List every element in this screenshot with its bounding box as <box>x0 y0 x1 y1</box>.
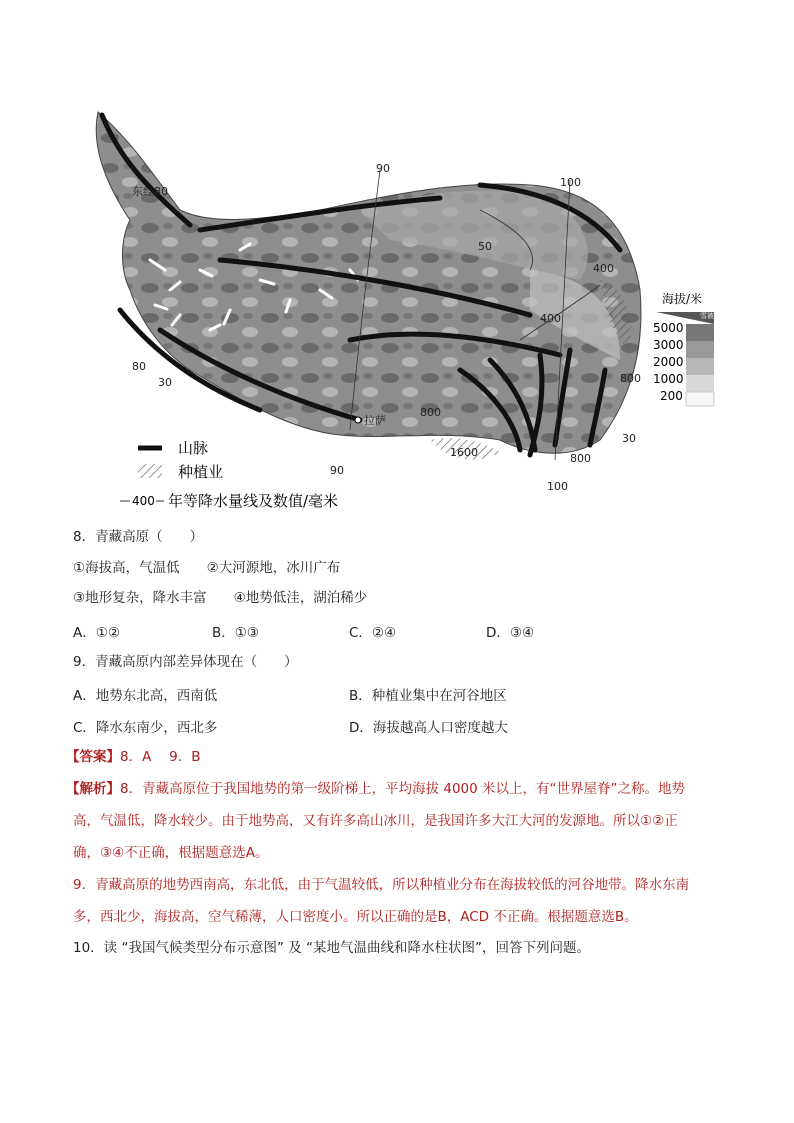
analysis-line-1 <box>66 779 685 799</box>
lhasa-dot <box>355 417 361 423</box>
label-lon90-top: 90 <box>376 162 390 175</box>
elev-5000: 5000 <box>653 321 684 335</box>
label-lon80-top: 东经80 <box>132 185 168 198</box>
analysis-p8-2: 高，气温低，降水较少。由于地势高，又有许多高山冰川，是我国许多大江大河的发源地。所以①②正 <box>73 813 678 829</box>
label-lon90-bottom: 90 <box>330 464 344 477</box>
label-iso400a: 400 <box>593 262 614 275</box>
q9-option-c[interactable]: C．降水东南少，西北多 <box>73 720 218 736</box>
label-iso800c: 800 <box>570 452 591 465</box>
legend-isoline-value: 400 <box>132 494 155 508</box>
analysis-p8-3: 确，③④不正确，根据题意选A。 <box>73 845 269 861</box>
q9-option-d[interactable]: D．海拔越高人口密度越大 <box>349 720 508 736</box>
q9-option-a[interactable]: A．地势东北高，西南低 <box>73 688 218 704</box>
elev-snow-label: 雪被 <box>700 312 714 320</box>
elev-200: 200 <box>660 389 683 403</box>
answer-text: 8．A 9．B <box>120 749 201 765</box>
q8-statements-2: ③地形复杂，降水丰富 ④地势低洼，湖泊稀少 <box>73 590 368 606</box>
elev-2000: 2000 <box>653 355 684 369</box>
legend-mountain-label: 山脉 <box>178 439 209 457</box>
q8-statements-1: ①海拔高，气温低 ②大河源地，冰川广布 <box>73 560 341 576</box>
legend-farm-swatch <box>138 464 162 478</box>
analysis-p9-1: 9．青藏高原的地势西南高，东北低，由于气温较低，所以种植业分布在海拔较低的河谷地带。降水东南 <box>73 877 690 893</box>
label-lon100-top: 100 <box>560 176 581 189</box>
label-iso800a: 800 <box>620 372 641 385</box>
label-iso400b: 400 <box>540 312 561 325</box>
elev-1000: 1000 <box>653 372 684 386</box>
analysis-tag: 【解析】 <box>66 781 120 797</box>
label-lon80-left: 80 <box>132 360 146 373</box>
elev-title: 海拔/米 <box>662 292 703 306</box>
label-lat30-right: 30 <box>622 432 636 445</box>
q8-option-c[interactable]: C．②④ <box>349 625 397 641</box>
q8-stem: 8．青藏高原（ ） <box>73 529 204 545</box>
label-lhasa: 拉萨 <box>364 414 386 427</box>
map-legend <box>120 439 338 510</box>
q9-option-b[interactable]: B．种植业集中在河谷地区 <box>349 688 507 704</box>
elevation-legend <box>653 291 714 406</box>
tibet-plateau-map <box>60 100 740 520</box>
analysis-p8-1: 8．青藏高原位于我国地势的第一级阶梯上，平均海拔 4000 米以上，有“世界屋脊”之称。地势 <box>120 781 686 797</box>
q10-stem: 10．读 “我国气候类型分布示意图” 及 “某地气温曲线和降水柱状图”，回答下列问题。 <box>73 940 591 956</box>
q9-stem: 9．青藏高原内部差异体现在（ ） <box>73 654 298 670</box>
label-iso50: 50 <box>478 240 492 253</box>
q8-option-a[interactable]: A．①② <box>73 625 120 641</box>
legend-isoline-label: 年等降水量线及数值/毫米 <box>168 492 339 510</box>
legend-farm-label: 种植业 <box>178 463 224 481</box>
label-iso1600: 1600 <box>450 446 478 459</box>
analysis-p9-2: 多，西北少，海拔高，空气稀薄，人口密度小。所以正确的是B，ACD 不正确。根据题意选B。 <box>73 909 638 925</box>
q8-option-d[interactable]: D．③④ <box>486 625 535 641</box>
label-lon100-bottom: 100 <box>547 480 568 493</box>
label-lat30-left: 30 <box>158 376 172 389</box>
answer-tag: 【答案】 <box>66 749 120 765</box>
answer-line <box>66 747 200 767</box>
elev-3000: 3000 <box>653 338 684 352</box>
q8-option-b[interactable]: B．①③ <box>212 625 259 641</box>
label-iso800b: 800 <box>420 406 441 419</box>
